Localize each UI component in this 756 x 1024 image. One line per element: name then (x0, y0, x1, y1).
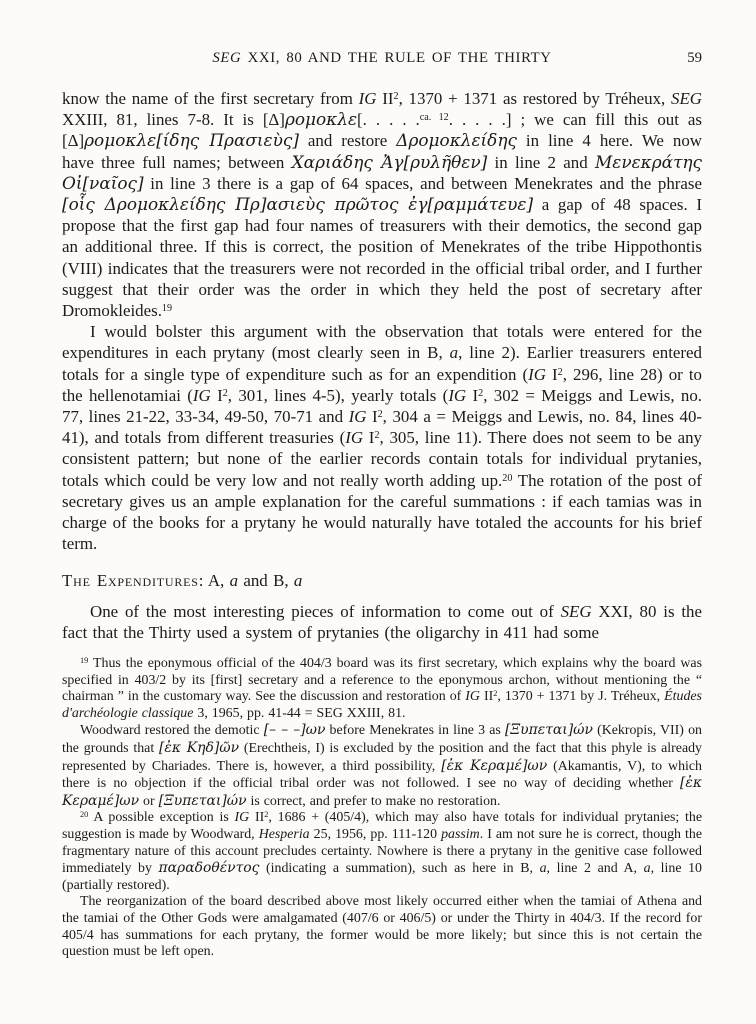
footnote-20-para-1: $^{20}$ A possible exception is IG $II^2$, 1686 + (405/4), which may also have totals for individual prytanies; the suggestion is made by Woodward, Hesperia 25, 1956, pp. 111-120 passim. I am not sure he is correct, though the fragmentary nature of this account precludes certainty. Nowhere is there a prytany in the genitive case followed immediately by παραδοθέντος (indicating a summation), such as here in B, a, line 2 and A, a, line 10 (partially restored). (62, 810, 702, 893)
paragraph-totals-argument: I would bolster this argument with the observation that totals were entered for the expenditures in each prytany (most clearly seen in B, a, line 2). Earlier treasurers entered totals for a single type of expenditure such as for an expendition (IG $I^2$, 296, line 28) or to the hellenotamiai (IG $I^2$, 301, lines 4-5), yearly totals (IG $I^2$, 302 = Meiggs and Lewis, no. 77, lines 21-22, 33-34, 49-50, 70-71 and IG $I^2$, 304 a = Meiggs and Lewis, no. 84, lines 40-41), and totals from different treasuries (IG $I^2$, 305, line 11). There does not seem to be any consistent pattern; but none of the earlier records contain totals for individual prytanies, totals which could be very low and not really worth adding up.$^{20}$ The rotation of the post of secretary gives us an ample explanation for the careful summations : if each tamias was in charge of the books for a prytany he would naturally have totaled the accounts for his brief term. (62, 322, 703, 554)
footnote-19-para-2: Woodward restored the demotic [– – –]ων before Menekrates in line 3 as [Ξυπεται]ών (Kekropis, VII) on the grounds that [ἐκ Κηδ]ῶν (Erechtheis, I) is excluded by the position and the fact that this phyle is already represented by Chariades. There is, however, a third possibility, [ἐκ Κεραμέ]ων (Akamantis, V), to which there is no objection if the official tribal order was not followed. I see no way of deciding whether [ἐκ Κεραμέ]ων or [Ξυπεται]ών is correct, and prefer to make no restoration. (62, 722, 702, 809)
page-number: 59 (687, 50, 702, 66)
article-body (62, 88, 702, 643)
running-head-title: SEG XXI, 80 AND THE RULE OF THE THIRTY (212, 50, 552, 66)
section-heading-expenditures: The Expenditures: A, a and B, a (62, 571, 303, 591)
footnote-19-para-1: $^{19}$ Thus the eponymous official of the 404/3 board was its first secretary, which explains why the board was specified in 403/2 by its [first] secretary and a reference to the eponymous archon, without mentioning the “ chairman ” in the customary way. See the discussion and restoration of IG $II^2$, 1370 + 1371 by J. Tréheux, Études d'archéologie classique 3, 1965, pp. 41-44 = SEG XXIII, 81. (62, 655, 702, 721)
running-head (62, 50, 702, 68)
paragraph-continuation: know the name of the first secretary from IG $II^2$, 1370 + 1371 as restored by Tréheux, SEG XXIII, 81, lines 7-8. It is [Δ]ρομοκλε[. . . . .$^{ca. 12}$. . . . .] ; we can fill this out as [Δ]ρομοκλε[ίδης Πρασιεὺς] and restore Δρομοκλείδης in line 4 here. We now have three full names; between Χαριάδης Ἀγ[ρυλῆθεν] in line 2 and Μενεκράτης Οἰ[ναῖος] in line 3 there is a gap of 64 spaces, and between Menekrates and the phrase [οἷς Δρομοκλείδης Πρ]ασιεὺς πρῶτος ἐγ[ραμμάτευε] a gap of 48 spaces. I propose that the first gap had four names of treasurers with their demotics, the second gap an additional three. If this is correct, the position of Menekrates of the tribe Hippothontis (VIII) indicates that the treasurers were not recorded in the official tribal order, and I further suggest that their order was the order in which they held the post of secretary after Dromokleides.$^{19}$ (62, 89, 703, 321)
footnotes-block (62, 656, 702, 961)
footnote-20-para-2: The reorganization of the board described above most likely occurred either when the tamiai of Athena and the tamiai of the Other Gods were amalgamated (407/6 or 406/5) or under the Thirty in 404/3. If the record for 405/4 has summations for each prytany, the former would be more likely; but since this is not certain the question must be left open. (62, 894, 702, 960)
paragraph-prytany-system: One of the most interesting pieces of information to come out of SEG XXI, 80 is the fact that the Thirty used a system of prytanies (the oligarchy in 411 had some (62, 601, 703, 642)
